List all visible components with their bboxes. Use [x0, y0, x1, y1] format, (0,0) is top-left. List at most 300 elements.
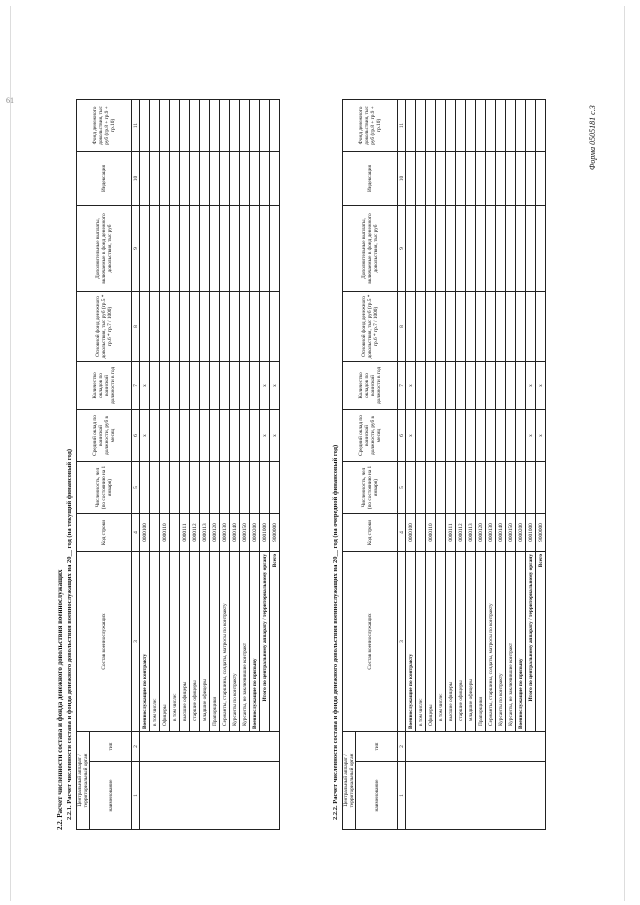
base-fund-cell[interactable] — [486, 291, 496, 361]
base-fund-cell[interactable] — [526, 291, 536, 361]
extra-payments-cell[interactable] — [190, 205, 200, 291]
composition-label: Военнослужащие по контракту — [406, 551, 416, 731]
row-code: 0000120 — [476, 513, 486, 551]
row-code: 0000110 — [426, 513, 436, 551]
headcount-cell[interactable] — [466, 461, 476, 513]
extra-payments-cell[interactable] — [140, 205, 150, 291]
indexation-cell[interactable] — [210, 151, 220, 205]
composition-label: старшие офицеры — [456, 551, 466, 731]
headcount-cell[interactable] — [250, 461, 260, 513]
avg-salary-cell[interactable] — [456, 409, 466, 461]
extra-payments-cell[interactable] — [426, 205, 436, 291]
table-row — [536, 99, 546, 829]
indexation-cell[interactable] — [180, 151, 190, 205]
header-salary-count: Количество окладов по воинской должности в год — [77, 361, 132, 409]
base-fund-cell[interactable] — [476, 291, 486, 361]
section-2-rows — [406, 99, 546, 829]
salary-count-cell[interactable] — [426, 361, 436, 409]
scan-edge-right — [624, 6, 625, 901]
base-fund-cell[interactable] — [496, 291, 506, 361]
salary-count-cell[interactable] — [456, 361, 466, 409]
composition-label: Офицеры — [426, 551, 436, 731]
indexation-cell[interactable] — [240, 151, 250, 205]
salary-count-cell[interactable] — [496, 361, 506, 409]
salary-count-cell[interactable] — [516, 361, 526, 409]
avg-salary-cell[interactable] — [160, 409, 170, 461]
avg-salary-cell[interactable] — [220, 409, 230, 461]
extra-payments-cell[interactable] — [466, 205, 476, 291]
headcount-cell[interactable] — [210, 461, 220, 513]
base-fund-cell[interactable] — [456, 291, 466, 361]
indexation-cell[interactable] — [270, 151, 280, 205]
row-code: 0000130 — [486, 513, 496, 551]
avg-salary-cell: x — [260, 409, 270, 461]
base-fund-cell[interactable] — [536, 291, 546, 361]
org-type-cell[interactable] — [406, 731, 546, 761]
extra-payments-cell[interactable] — [220, 205, 230, 291]
avg-salary-cell: x — [406, 409, 416, 461]
salary-count-cell[interactable] — [200, 361, 210, 409]
avg-salary-cell[interactable] — [516, 409, 526, 461]
avg-salary-cell[interactable] — [466, 409, 476, 461]
table-row — [446, 99, 456, 829]
salary-count-cell[interactable] — [230, 361, 240, 409]
row-code — [436, 513, 446, 551]
indexation-cell[interactable] — [190, 151, 200, 205]
salary-count-cell: x — [526, 361, 536, 409]
salary-count-cell: x — [406, 361, 416, 409]
total-fund-cell[interactable] — [160, 99, 170, 151]
row-code: 0000112 — [190, 513, 200, 551]
org-type-cell[interactable] — [140, 731, 280, 761]
headcount-cell[interactable] — [426, 461, 436, 513]
base-fund-cell[interactable] — [240, 291, 250, 361]
header-composition: Состав военнослужащих — [343, 551, 398, 731]
extra-payments-cell[interactable] — [506, 205, 516, 291]
extra-payments-cell[interactable] — [516, 205, 526, 291]
salary-count-cell[interactable] — [160, 361, 170, 409]
base-fund-cell[interactable] — [170, 291, 180, 361]
base-fund-cell[interactable] — [466, 291, 476, 361]
org-name-cell[interactable] — [140, 762, 280, 830]
base-fund-cell[interactable] — [446, 291, 456, 361]
salary-count-cell[interactable] — [476, 361, 486, 409]
table-row — [496, 99, 506, 829]
section-1-table — [76, 99, 280, 830]
avg-salary-cell[interactable] — [506, 409, 516, 461]
composition-label: Военнослужащие по призыву — [516, 551, 526, 731]
row-code: 0000130 — [220, 513, 230, 551]
total-fund-cell[interactable] — [496, 99, 506, 151]
base-fund-cell[interactable] — [160, 291, 170, 361]
total-fund-cell[interactable] — [210, 99, 220, 151]
headcount-cell[interactable] — [270, 461, 280, 513]
table-row — [210, 99, 220, 829]
header-total-fund: Фонд денежного довольствия, тыс руб (гр.8 + гр.9 + гр.10) — [343, 99, 398, 151]
row-code: 0000120 — [210, 513, 220, 551]
table-row — [170, 99, 180, 829]
headcount-cell[interactable] — [476, 461, 486, 513]
base-fund-cell[interactable] — [210, 291, 220, 361]
indexation-cell[interactable] — [446, 151, 456, 205]
total-fund-cell[interactable] — [426, 99, 436, 151]
extra-payments-cell[interactable] — [160, 205, 170, 291]
salary-count-cell[interactable] — [240, 361, 250, 409]
section-1-title: 2.2.1. Расчет численности состава и фонда денежного довольствия военнослужащих на 20__ год (на текущий финансовый год) — [66, 448, 73, 820]
headcount-cell[interactable] — [230, 461, 240, 513]
extra-payments-cell[interactable] — [180, 205, 190, 291]
salary-count-cell: x — [260, 361, 270, 409]
row-code — [150, 513, 160, 551]
base-fund-cell[interactable] — [506, 291, 516, 361]
salary-count-cell[interactable] — [180, 361, 190, 409]
base-fund-cell[interactable] — [436, 291, 446, 361]
indexation-cell[interactable] — [170, 151, 180, 205]
extra-payments-cell[interactable] — [150, 205, 160, 291]
header-extra-payments: Дополнительные выплаты, включаемые в фонд денежного довольствия, тыс руб — [77, 205, 132, 291]
extra-payments-cell[interactable] — [240, 205, 250, 291]
row-code — [170, 513, 180, 551]
headcount-cell[interactable] — [526, 461, 536, 513]
row-code: 0000150 — [240, 513, 250, 551]
form-title: 2.2. Расчет численности состава и фонда денежного довольствия военнослужащих — [56, 569, 64, 830]
salary-count-cell[interactable] — [486, 361, 496, 409]
row-code: 9000000 — [270, 513, 280, 551]
salary-count-cell[interactable] — [210, 361, 220, 409]
row-code: 0000113 — [200, 513, 210, 551]
table-row — [426, 99, 436, 829]
headcount-cell[interactable] — [506, 461, 516, 513]
avg-salary-cell[interactable] — [180, 409, 190, 461]
avg-salary-cell[interactable] — [426, 409, 436, 461]
header-salary-count: Количество окладов по воинской должности в год — [343, 361, 398, 409]
indexation-cell[interactable] — [250, 151, 260, 205]
table-row — [250, 99, 260, 829]
extra-payments-cell[interactable] — [486, 205, 496, 291]
extra-payments-cell[interactable] — [230, 205, 240, 291]
row-code: 0000100 — [140, 513, 150, 551]
extra-payments-cell[interactable] — [526, 205, 536, 291]
total-fund-cell[interactable] — [436, 99, 446, 151]
composition-label: Итого по центральному аппарату / территориальному органу — [526, 551, 536, 731]
table-row — [190, 99, 200, 829]
table-row — [516, 99, 526, 829]
total-fund-cell[interactable] — [250, 99, 260, 151]
row-code: 0000100 — [406, 513, 416, 551]
header-base-fund: Основной фонд денежного довольствия, тыс руб (гр.5 * гр.6 * гр.7 / 1000) — [343, 291, 398, 361]
indexation-cell[interactable] — [536, 151, 546, 205]
indexation-cell[interactable] — [406, 151, 416, 205]
total-fund-cell[interactable] — [406, 99, 416, 151]
total-fund-cell[interactable] — [260, 99, 270, 151]
base-fund-cell[interactable] — [516, 291, 526, 361]
column-numbers: 1 2 3 4 5 6 7 8 9 10 11 — [132, 99, 140, 829]
avg-salary-cell[interactable] — [486, 409, 496, 461]
salary-count-cell[interactable] — [506, 361, 516, 409]
indexation-cell[interactable] — [260, 151, 270, 205]
indexation-cell[interactable] — [466, 151, 476, 205]
headcount-cell[interactable] — [140, 461, 150, 513]
rotated-form — [48, 35, 608, 870]
indexation-cell[interactable] — [426, 151, 436, 205]
indexation-cell[interactable] — [160, 151, 170, 205]
indexation-cell[interactable] — [150, 151, 160, 205]
salary-count-cell: x — [140, 361, 150, 409]
header-indexation: Индексация — [343, 151, 398, 205]
indexation-cell[interactable] — [496, 151, 506, 205]
extra-payments-cell[interactable] — [250, 205, 260, 291]
header-headcount: Численность, чел (по состоянию на 1 января) — [343, 461, 398, 513]
indexation-cell[interactable] — [436, 151, 446, 205]
headcount-cell[interactable] — [536, 461, 546, 513]
extra-payments-cell[interactable] — [456, 205, 466, 291]
indexation-cell[interactable] — [200, 151, 210, 205]
table-row — [456, 99, 466, 829]
table-row — [180, 99, 190, 829]
composition-label: Сержанты, старшины, солдаты, матросы по контракту — [486, 551, 496, 731]
table-row — [416, 99, 426, 829]
table-row — [270, 99, 280, 829]
total-fund-cell[interactable] — [486, 99, 496, 151]
base-fund-cell[interactable] — [200, 291, 210, 361]
headcount-cell[interactable] — [220, 461, 230, 513]
total-fund-cell[interactable] — [456, 99, 466, 151]
salary-count-cell[interactable] — [466, 361, 476, 409]
base-fund-cell[interactable] — [270, 291, 280, 361]
row-code: 9000000 — [536, 513, 546, 551]
extra-payments-cell[interactable] — [270, 205, 280, 291]
composition-label: Курсанты по контракту — [230, 551, 240, 731]
indexation-cell[interactable] — [416, 151, 426, 205]
header-composition: Состав военнослужащих — [77, 551, 132, 731]
indexation-cell[interactable] — [486, 151, 496, 205]
header-total-fund: Фонд денежного довольствия, тыс руб (гр.8 + гр.9 + гр.10) — [77, 99, 132, 151]
composition-label: Курсанты, не заключившие контракт — [240, 551, 250, 731]
composition-label: Курсанты по контракту — [496, 551, 506, 731]
total-fund-cell[interactable] — [270, 99, 280, 151]
indexation-cell[interactable] — [220, 151, 230, 205]
org-header: Центральный аппарат / территориальный орган — [77, 731, 90, 829]
table-row — [486, 99, 496, 829]
column-numbers: 1 2 3 4 5 6 7 8 9 10 11 — [398, 99, 406, 829]
table-row — [406, 99, 416, 829]
total-fund-cell[interactable] — [240, 99, 250, 151]
avg-salary-cell: x — [270, 409, 280, 461]
salary-count-cell[interactable] — [416, 361, 426, 409]
headcount-cell[interactable] — [486, 461, 496, 513]
row-code: 0001000 — [260, 513, 270, 551]
total-fund-cell[interactable] — [230, 99, 240, 151]
base-fund-cell[interactable] — [426, 291, 436, 361]
headcount-cell[interactable] — [436, 461, 446, 513]
table-row — [220, 99, 230, 829]
composition-label: Офицеры — [160, 551, 170, 731]
indexation-cell[interactable] — [476, 151, 486, 205]
header-avg-salary: Средний оклад по воинской должности, руб в месяц — [343, 409, 398, 461]
org-name-cell[interactable] — [406, 762, 546, 830]
indexation-cell[interactable] — [456, 151, 466, 205]
section-2-title: 2.2.2. Расчет численности состава и фонда денежного довольствия военнослужащих на 20__ год (на очередной финансовый год) — [332, 444, 339, 820]
avg-salary-cell[interactable] — [190, 409, 200, 461]
total-fund-cell[interactable] — [220, 99, 230, 151]
salary-count-cell: x — [536, 361, 546, 409]
headcount-cell[interactable] — [180, 461, 190, 513]
avg-salary-cell[interactable] — [170, 409, 180, 461]
avg-salary-cell[interactable] — [416, 409, 426, 461]
avg-salary-cell[interactable] — [240, 409, 250, 461]
avg-salary-cell[interactable] — [446, 409, 456, 461]
indexation-cell[interactable] — [526, 151, 536, 205]
extra-payments-cell[interactable] — [536, 205, 546, 291]
header-org-type: тип — [90, 731, 132, 761]
org-header: Центральный аппарат / территориальный орган — [343, 731, 356, 829]
table-row — [240, 99, 250, 829]
headcount-cell[interactable] — [240, 461, 250, 513]
header-extra-payments: Дополнительные выплаты, включаемые в фонд денежного довольствия, тыс руб — [343, 205, 398, 291]
table-row — [466, 99, 476, 829]
total-fund-cell[interactable] — [526, 99, 536, 151]
composition-label: старшие офицеры — [190, 551, 200, 731]
headcount-cell[interactable] — [516, 461, 526, 513]
headcount-cell[interactable] — [150, 461, 160, 513]
total-fund-cell[interactable] — [140, 99, 150, 151]
total-fund-cell[interactable] — [170, 99, 180, 151]
base-fund-cell[interactable] — [190, 291, 200, 361]
headcount-cell[interactable] — [496, 461, 506, 513]
header-code: Код строки — [343, 513, 398, 551]
avg-salary-cell[interactable] — [436, 409, 446, 461]
salary-count-cell[interactable] — [220, 361, 230, 409]
indexation-cell[interactable] — [506, 151, 516, 205]
table-row — [230, 99, 240, 829]
row-code: 0000200 — [516, 513, 526, 551]
scan-edge-left — [10, 6, 11, 901]
avg-salary-cell[interactable] — [150, 409, 160, 461]
extra-payments-cell[interactable] — [476, 205, 486, 291]
total-fund-cell[interactable] — [476, 99, 486, 151]
base-fund-cell[interactable] — [250, 291, 260, 361]
headcount-cell[interactable] — [446, 461, 456, 513]
indexation-cell[interactable] — [516, 151, 526, 205]
avg-salary-cell[interactable] — [476, 409, 486, 461]
table-row — [260, 99, 270, 829]
base-fund-cell[interactable] — [230, 291, 240, 361]
composition-label: Курсанты, не заключившие контракт — [506, 551, 516, 731]
avg-salary-cell[interactable] — [250, 409, 260, 461]
extra-payments-cell[interactable] — [406, 205, 416, 291]
header-base-fund: Основной фонд денежного довольствия, тыс руб (гр.5 * гр.6 * гр.7 / 1000) — [77, 291, 132, 361]
total-fund-cell[interactable] — [536, 99, 546, 151]
total-fund-cell[interactable] — [190, 99, 200, 151]
headcount-cell[interactable] — [260, 461, 270, 513]
total-fund-cell[interactable] — [180, 99, 190, 151]
salary-count-cell: x — [270, 361, 280, 409]
composition-label: Сержанты, старшины, солдаты, матросы по контракту — [220, 551, 230, 731]
row-code: 0000150 — [506, 513, 516, 551]
row-code: 0000140 — [230, 513, 240, 551]
base-fund-cell[interactable] — [140, 291, 150, 361]
total-fund-cell[interactable] — [416, 99, 426, 151]
headcount-cell[interactable] — [406, 461, 416, 513]
headcount-cell[interactable] — [200, 461, 210, 513]
table-row — [526, 99, 536, 829]
row-code: 0000140 — [496, 513, 506, 551]
section-1-rows — [140, 99, 280, 829]
extra-payments-cell[interactable] — [416, 205, 426, 291]
row-code: 0000113 — [466, 513, 476, 551]
total-fund-cell[interactable] — [446, 99, 456, 151]
extra-payments-cell[interactable] — [446, 205, 456, 291]
salary-count-cell[interactable] — [150, 361, 160, 409]
extra-payments-cell[interactable] — [260, 205, 270, 291]
headcount-cell[interactable] — [416, 461, 426, 513]
extra-payments-cell[interactable] — [496, 205, 506, 291]
composition-label: в том числе: — [436, 551, 446, 731]
composition-label: высшие офицеры — [446, 551, 456, 731]
extra-payments-cell[interactable] — [200, 205, 210, 291]
salary-count-cell[interactable] — [436, 361, 446, 409]
base-fund-cell[interactable] — [150, 291, 160, 361]
salary-count-cell[interactable] — [250, 361, 260, 409]
salary-count-cell[interactable] — [190, 361, 200, 409]
headcount-cell[interactable] — [456, 461, 466, 513]
composition-label: Военнослужащие по контракту — [140, 551, 150, 731]
table-row — [150, 99, 160, 829]
avg-salary-cell: x — [536, 409, 546, 461]
row-code: 0001000 — [526, 513, 536, 551]
salary-count-cell[interactable] — [170, 361, 180, 409]
avg-salary-cell[interactable] — [200, 409, 210, 461]
base-fund-cell[interactable] — [260, 291, 270, 361]
base-fund-cell[interactable] — [220, 291, 230, 361]
salary-count-cell[interactable] — [446, 361, 456, 409]
table-row — [200, 99, 210, 829]
total-fund-cell[interactable] — [466, 99, 476, 151]
base-fund-cell[interactable] — [180, 291, 190, 361]
avg-salary-cell: x — [140, 409, 150, 461]
base-fund-cell[interactable] — [416, 291, 426, 361]
header-code: Код строки — [77, 513, 132, 551]
composition-label: младшие офицеры — [466, 551, 476, 731]
table-row — [436, 99, 446, 829]
headcount-cell[interactable] — [160, 461, 170, 513]
total-fund-cell[interactable] — [506, 99, 516, 151]
header-indexation: Индексация — [77, 151, 132, 205]
page-number: 61 — [6, 96, 14, 105]
indexation-cell[interactable] — [140, 151, 150, 205]
composition-label: Итого по центральному аппарату / территориальному органу — [260, 551, 270, 731]
composition-label: младшие офицеры — [200, 551, 210, 731]
extra-payments-cell[interactable] — [436, 205, 446, 291]
total-fund-cell[interactable] — [200, 99, 210, 151]
base-fund-cell[interactable] — [406, 291, 416, 361]
header-org-type: тип — [356, 731, 398, 761]
headcount-cell[interactable] — [170, 461, 180, 513]
extra-payments-cell[interactable] — [170, 205, 180, 291]
total-fund-cell[interactable] — [150, 99, 160, 151]
headcount-cell[interactable] — [190, 461, 200, 513]
avg-salary-cell[interactable] — [210, 409, 220, 461]
extra-payments-cell[interactable] — [210, 205, 220, 291]
total-fund-cell[interactable] — [516, 99, 526, 151]
avg-salary-cell[interactable] — [496, 409, 506, 461]
composition-label: Военнослужащие по призыву — [250, 551, 260, 731]
form-code: Форма 0505181 с.3 — [588, 105, 597, 170]
avg-salary-cell[interactable] — [230, 409, 240, 461]
row-code: 0000111 — [446, 513, 456, 551]
indexation-cell[interactable] — [230, 151, 240, 205]
header-headcount: Численность, чел (по состоянию на 1 января) — [77, 461, 132, 513]
